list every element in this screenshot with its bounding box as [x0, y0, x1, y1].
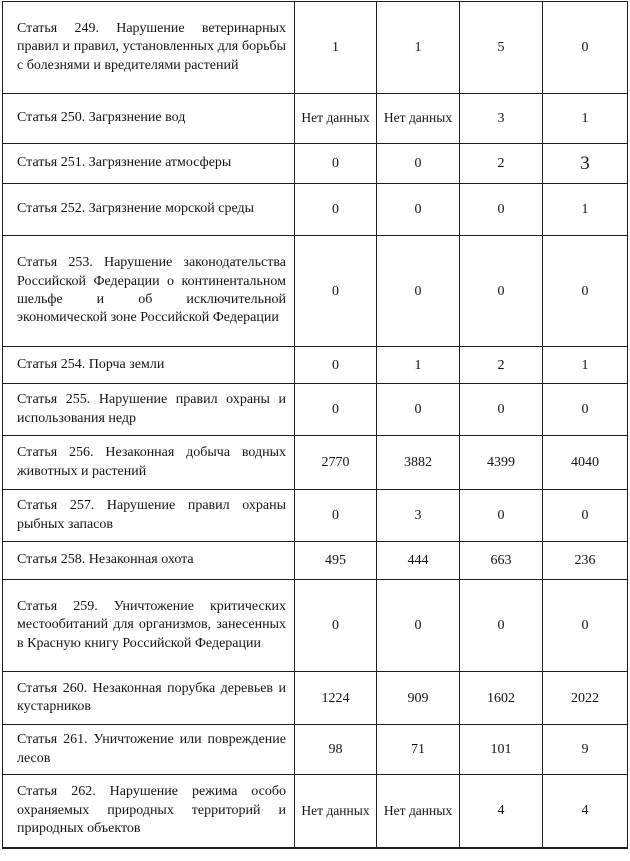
- no-data-cell: Нет данных: [377, 94, 460, 144]
- value-cell: 0: [543, 236, 628, 347]
- article-label: Статья 254. Порча земли: [3, 347, 295, 384]
- value-cell: 2022: [543, 672, 628, 725]
- value-cell: 0: [543, 490, 628, 542]
- value-cell: 0: [295, 184, 377, 236]
- table-row: [3, 184, 628, 236]
- value-cell: 0: [543, 580, 628, 672]
- value-cell: 2770: [295, 436, 377, 490]
- table-row: [3, 144, 628, 184]
- table-row: [3, 236, 628, 347]
- value-cell: 1: [377, 2, 460, 94]
- value-cell: 0: [460, 580, 543, 672]
- table-row: [3, 384, 628, 436]
- value-cell: 909: [377, 672, 460, 725]
- article-label: Статья 249. Нарушение ветеринарных правил и правил, установленных для борьбы с болезнями и вредителями растений: [3, 2, 295, 94]
- article-label: Статья 262. Нарушение режима особо охраняемых природных территорий и природных объектов: [3, 775, 295, 848]
- value-cell: 0: [377, 580, 460, 672]
- value-cell: 4040: [543, 436, 628, 490]
- value-cell: 0: [377, 144, 460, 184]
- article-label: Статья 250. Загрязнение вод: [3, 94, 295, 144]
- value-cell: 663: [460, 542, 543, 580]
- table-body: [3, 2, 628, 848]
- value-cell: 9: [543, 725, 628, 775]
- no-data-cell: Нет данных: [295, 94, 377, 144]
- value-cell: 0: [295, 236, 377, 347]
- value-cell: 2: [460, 347, 543, 384]
- value-cell: 1602: [460, 672, 543, 725]
- table-row: [3, 775, 628, 848]
- value-cell: 3: [377, 490, 460, 542]
- table-row: [3, 2, 628, 94]
- value-cell: 444: [377, 542, 460, 580]
- value-cell: 1: [543, 184, 628, 236]
- table-row: [3, 490, 628, 542]
- value-cell: 236: [543, 542, 628, 580]
- value-cell: 98: [295, 725, 377, 775]
- no-data-cell: Нет данных: [295, 775, 377, 848]
- value-cell: 495: [295, 542, 377, 580]
- value-cell: 0: [295, 490, 377, 542]
- table-row: [3, 94, 628, 144]
- value-cell: 4: [460, 775, 543, 848]
- value-cell: 0: [460, 184, 543, 236]
- value-cell: 0: [543, 384, 628, 436]
- table-row: [3, 347, 628, 384]
- value-cell: 71: [377, 725, 460, 775]
- article-label: Статья 258. Незаконная охота: [3, 542, 295, 580]
- table-row: [3, 542, 628, 580]
- no-data-cell: Нет данных: [377, 775, 460, 848]
- article-label: Статья 252. Загрязнение морской среды: [3, 184, 295, 236]
- value-cell: 0: [377, 236, 460, 347]
- value-cell: 5: [460, 2, 543, 94]
- value-cell: 0: [295, 347, 377, 384]
- value-cell: 1: [543, 94, 628, 144]
- article-label: Статья 259. Уничтожение критических местообитаний для организмов, занесенных в Красную книгу Российской Федерации: [3, 580, 295, 672]
- statistics-table: [2, 1, 628, 849]
- value-cell: 1: [295, 2, 377, 94]
- article-label: Статья 255. Нарушение правил охраны и использования недр: [3, 384, 295, 436]
- article-label: Статья 257. Нарушение правил охраны рыбных запасов: [3, 490, 295, 542]
- value-cell: 0: [543, 2, 628, 94]
- value-cell: 2: [460, 144, 543, 184]
- value-cell: 0: [295, 384, 377, 436]
- table-row: [3, 725, 628, 775]
- article-label: Статья 253. Нарушение законодательства Российской Федерации о континентальном шельфе и об исключительной экономической зоне Российской Федерации: [3, 236, 295, 347]
- table-row: [3, 436, 628, 490]
- value-cell: 1: [377, 347, 460, 384]
- article-label: Статья 256. Незаконная добыча водных животных и растений: [3, 436, 295, 490]
- value-cell: 3: [543, 144, 628, 184]
- value-cell: 0: [295, 580, 377, 672]
- value-cell: 0: [377, 384, 460, 436]
- value-cell: 4399: [460, 436, 543, 490]
- table-row: [3, 580, 628, 672]
- table-row: [3, 672, 628, 725]
- value-cell: 1224: [295, 672, 377, 725]
- value-cell: 0: [460, 490, 543, 542]
- article-label: Статья 251. Загрязнение атмосферы: [3, 144, 295, 184]
- value-cell: 0: [460, 236, 543, 347]
- value-cell: 101: [460, 725, 543, 775]
- value-cell: 3882: [377, 436, 460, 490]
- article-label: Статья 261. Уничтожение или повреждение лесов: [3, 725, 295, 775]
- value-cell: 0: [295, 144, 377, 184]
- value-cell: 1: [543, 347, 628, 384]
- article-label: Статья 260. Незаконная порубка деревьев и кустарников: [3, 672, 295, 725]
- value-cell: 4: [543, 775, 628, 848]
- value-cell: 3: [460, 94, 543, 144]
- value-cell: 0: [460, 384, 543, 436]
- value-cell: 0: [377, 184, 460, 236]
